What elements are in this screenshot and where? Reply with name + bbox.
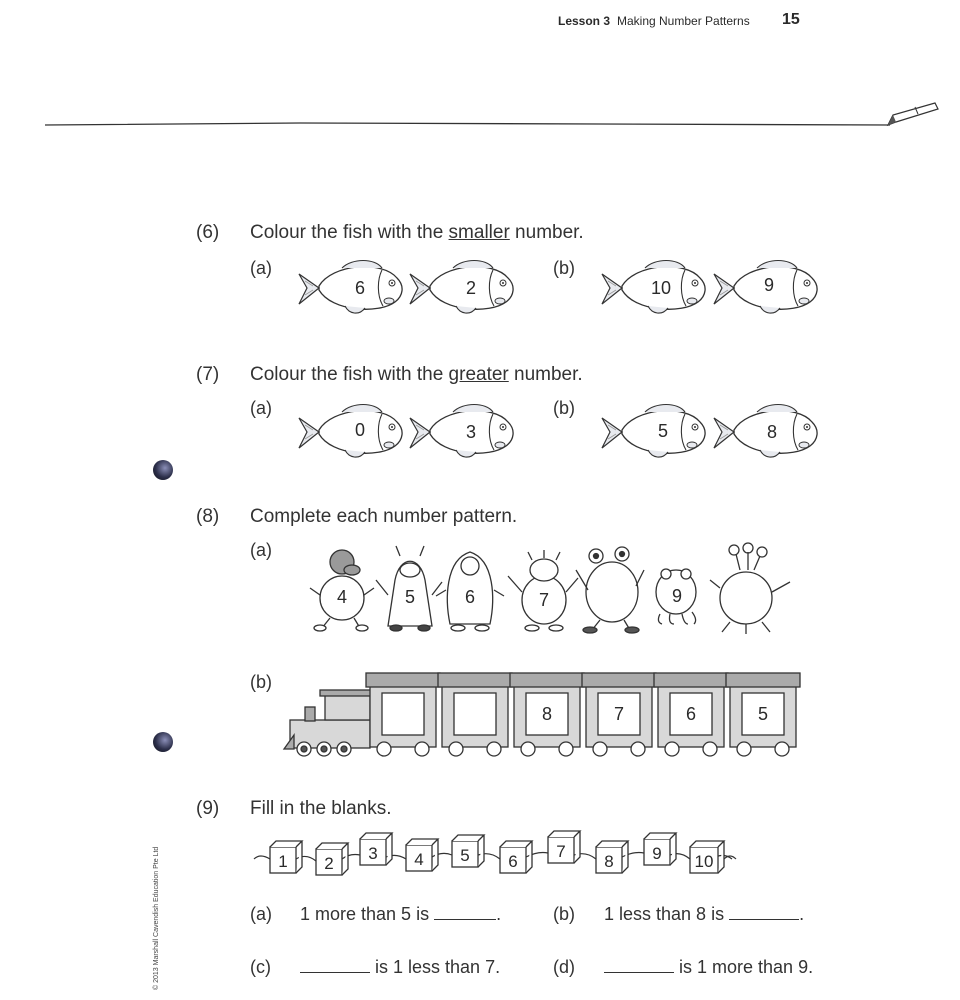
fish-number: 10 bbox=[650, 278, 672, 298]
cube-number: 1 bbox=[278, 852, 288, 871]
page-number: 15 bbox=[782, 11, 800, 28]
q7a-label: (a) bbox=[250, 398, 272, 418]
cube-number: 5 bbox=[460, 846, 470, 865]
q8a-label: (a) bbox=[250, 540, 272, 560]
q6b-label: (b) bbox=[553, 258, 575, 278]
q9c-label: (c) bbox=[250, 957, 271, 977]
lesson-label: Lesson 3 bbox=[558, 14, 611, 28]
q7-text: Colour the fish with the greater number. bbox=[250, 364, 583, 385]
q7b-label: (b) bbox=[553, 398, 575, 418]
q8b-label: (b) bbox=[250, 672, 272, 692]
copyright: © 2013 Marshall Cavendish Education Pte Ltd bbox=[153, 846, 160, 990]
cube-number: 7 bbox=[556, 842, 566, 861]
cube-number: 6 bbox=[508, 852, 518, 871]
monster-number: 6 bbox=[464, 587, 475, 607]
blank[interactable] bbox=[434, 919, 496, 920]
blank[interactable] bbox=[729, 919, 799, 920]
q6-number: (6) bbox=[196, 222, 220, 243]
q9b-label: (b) bbox=[553, 904, 575, 924]
fish-number: 2 bbox=[465, 278, 476, 298]
cube-number: 2 bbox=[324, 854, 334, 873]
monster bbox=[576, 547, 644, 633]
monster bbox=[710, 543, 790, 634]
punch-hole bbox=[153, 732, 173, 752]
header-rule bbox=[0, 95, 960, 135]
fish-number: 0 bbox=[354, 420, 365, 440]
q6a-label: (a) bbox=[250, 258, 272, 278]
punch-hole bbox=[153, 460, 173, 480]
train-car-number: 7 bbox=[613, 704, 624, 724]
monster-number: 7 bbox=[538, 590, 549, 610]
train-car-number: 8 bbox=[541, 704, 552, 724]
monster-number: 9 bbox=[671, 586, 682, 606]
q8-text: Complete each number pattern. bbox=[250, 506, 518, 527]
pencil-icon bbox=[888, 103, 938, 125]
blank[interactable] bbox=[300, 972, 370, 973]
q8-number: (8) bbox=[196, 506, 220, 527]
q9-number: (9) bbox=[196, 798, 220, 819]
train-car-number: 5 bbox=[757, 704, 768, 724]
cube-number: 9 bbox=[652, 844, 662, 863]
blank[interactable] bbox=[604, 972, 674, 973]
q9a-text: 1 more than 5 is . bbox=[300, 904, 502, 924]
cube-number: 8 bbox=[604, 852, 614, 871]
q6-text: Colour the fish with the smaller number. bbox=[250, 222, 584, 243]
q9c-text: is 1 less than 7. bbox=[300, 957, 500, 978]
fish-number: 5 bbox=[657, 421, 668, 441]
train-car-number: 6 bbox=[685, 704, 696, 724]
q9d-label: (d) bbox=[553, 957, 575, 977]
cube-number: 10 bbox=[694, 852, 714, 871]
q9d-text: is 1 more than 9. bbox=[604, 957, 813, 978]
cube-number: 3 bbox=[368, 844, 378, 863]
q9-text: Fill in the blanks. bbox=[250, 798, 392, 819]
cube-number: 4 bbox=[414, 850, 424, 869]
q9a-label: (a) bbox=[250, 904, 272, 924]
fish-number: 3 bbox=[465, 422, 476, 442]
fish-number: 6 bbox=[354, 278, 365, 298]
monster-number: 5 bbox=[404, 587, 415, 607]
q9b-text: 1 less than 8 is . bbox=[604, 904, 805, 924]
monster-number: 4 bbox=[336, 587, 347, 607]
lesson-title: Making Number Patterns bbox=[617, 14, 750, 28]
fish-number: 8 bbox=[766, 422, 777, 442]
q7-number: (7) bbox=[196, 364, 220, 385]
train-engine bbox=[284, 690, 375, 756]
fish-number: 9 bbox=[763, 275, 774, 295]
